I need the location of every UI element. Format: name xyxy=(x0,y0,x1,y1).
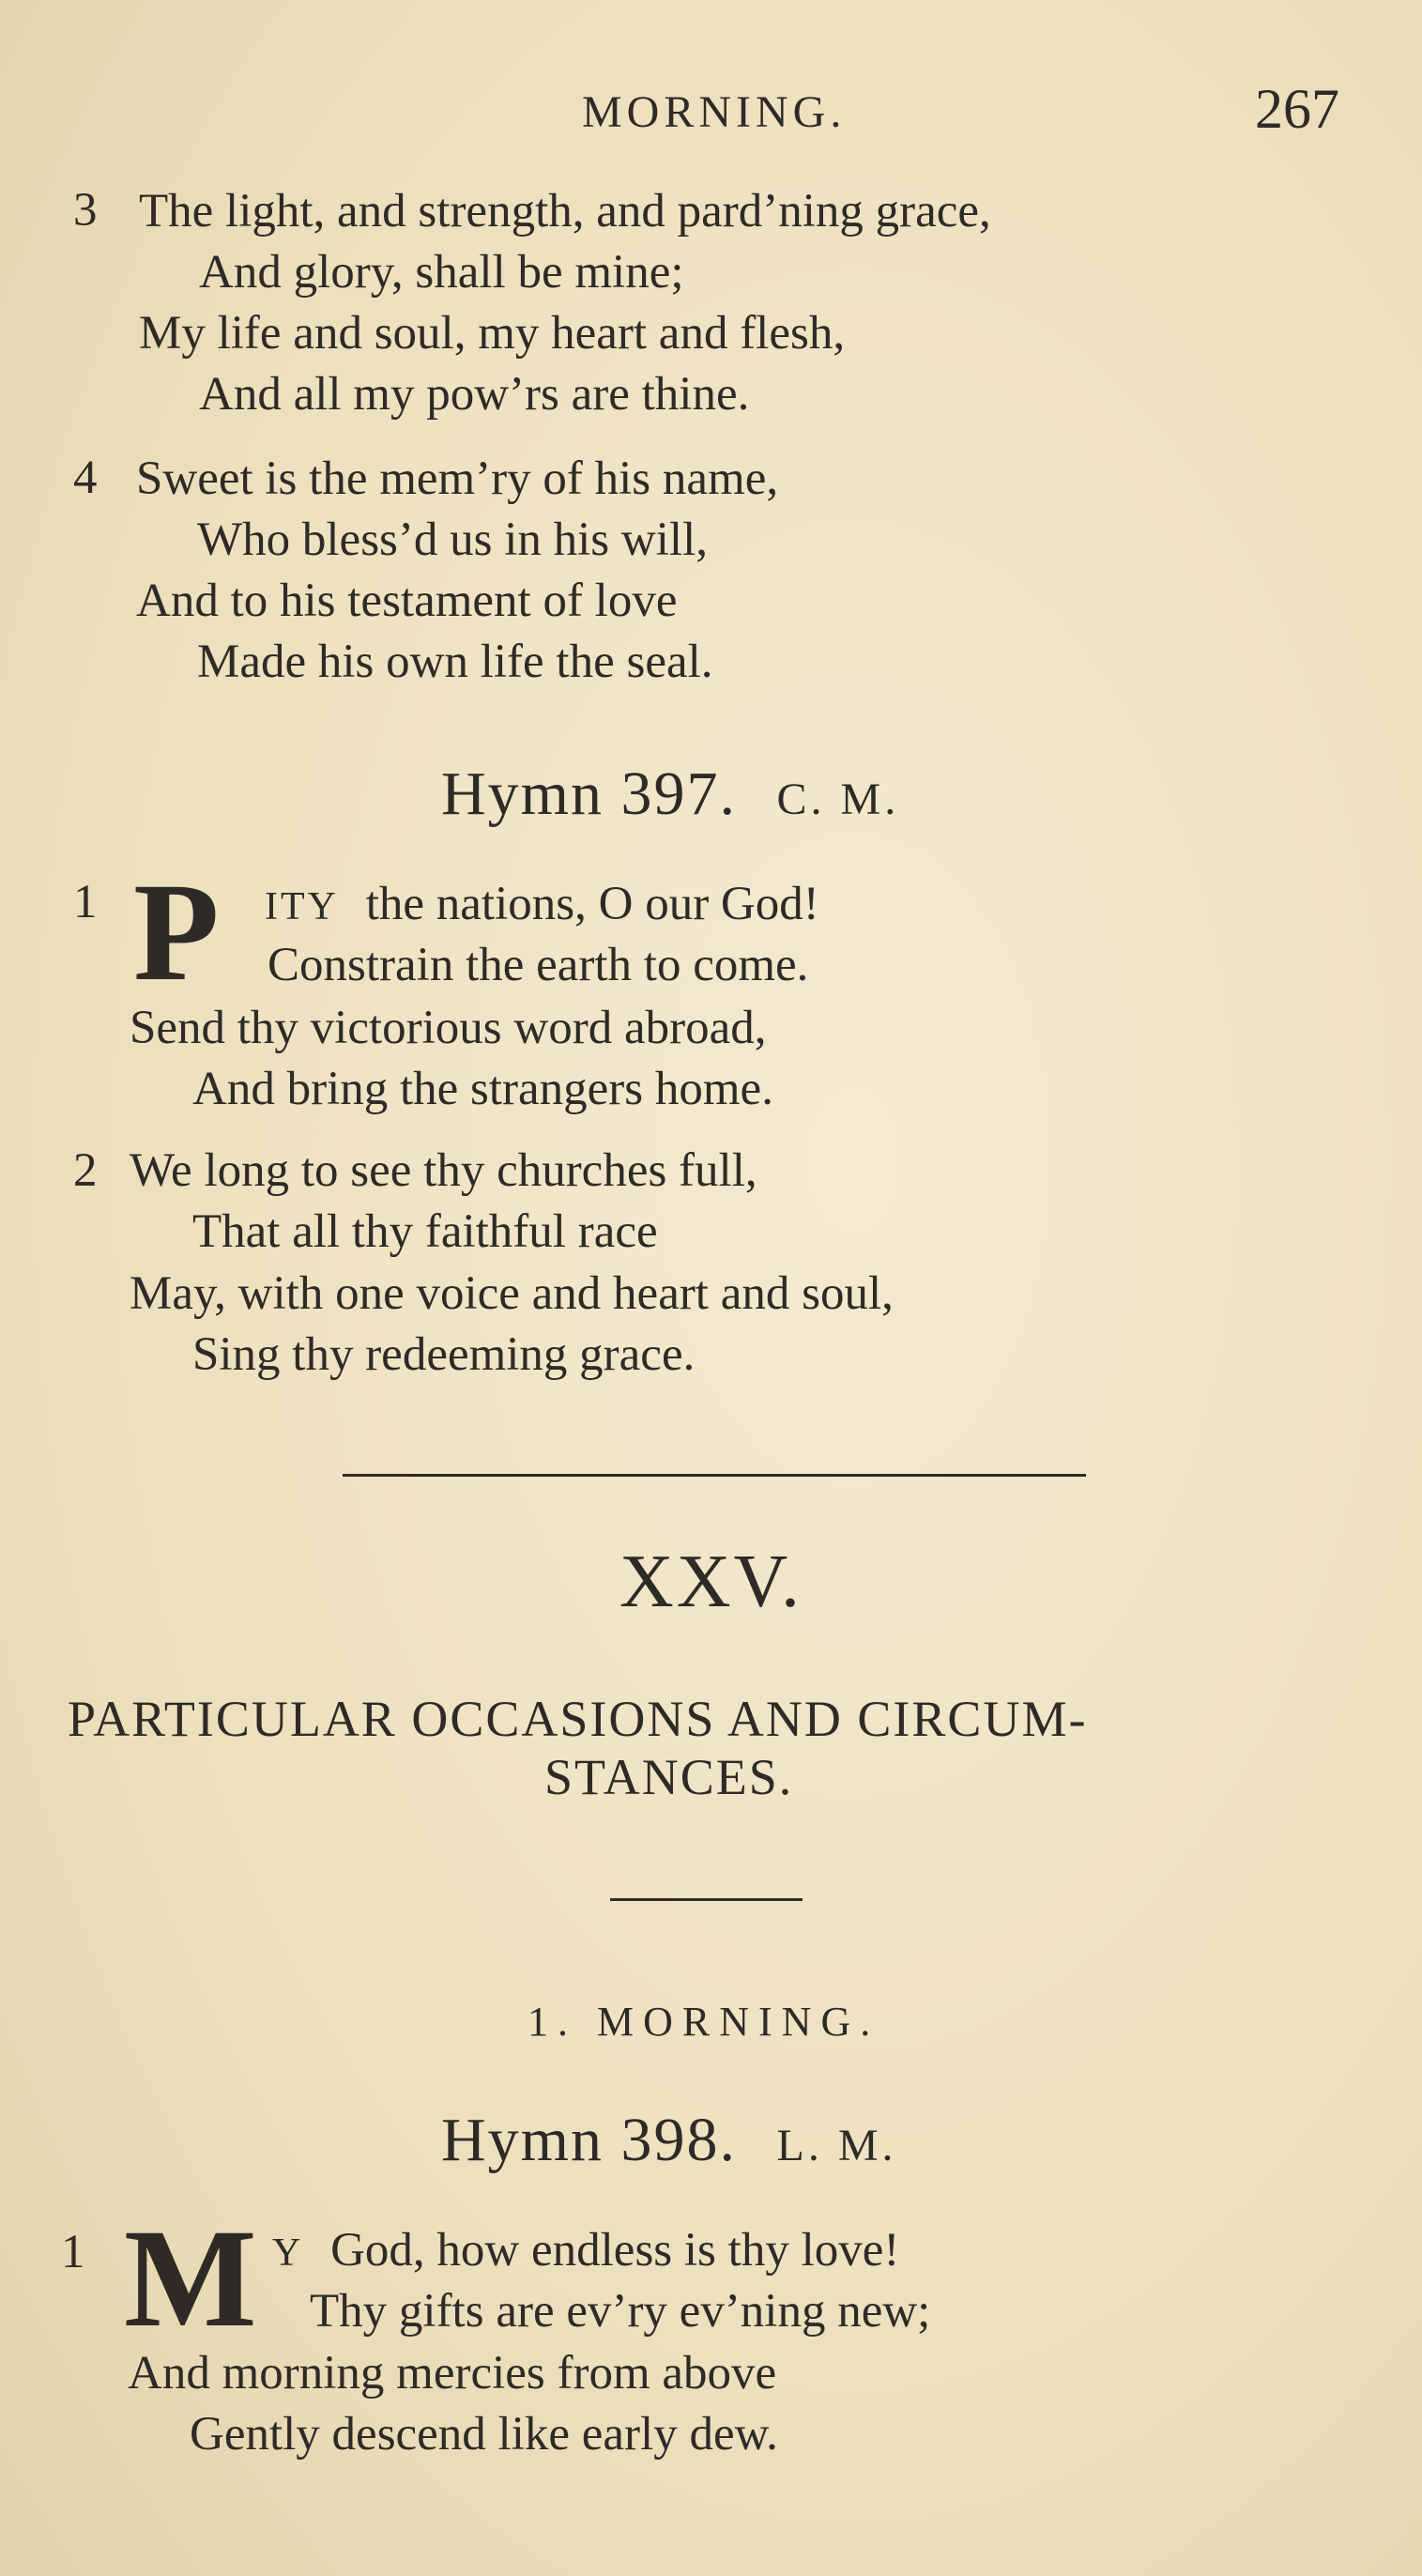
verse-line: Who bless’d us in his will, xyxy=(197,514,708,566)
verse-text: the nations, O our God! xyxy=(365,878,819,930)
verse-line: And glory, shall be mine; xyxy=(199,246,684,299)
drop-cap: P xyxy=(133,854,220,1010)
hymn-number: 397. xyxy=(620,759,737,828)
first-word-rest: Y xyxy=(272,2231,304,2275)
hymn-title xyxy=(441,759,899,830)
subsection-heading: 1. MORNING. xyxy=(528,1999,880,2045)
verse-line: My life and soul, my heart and flesh, xyxy=(139,307,846,360)
verse-line: Send thy victorious word abroad, xyxy=(130,1002,767,1054)
running-header: MORNING. xyxy=(582,87,847,137)
hymn-title xyxy=(441,2105,897,2176)
section-rule-short xyxy=(610,1898,803,1901)
hymn-meter: L. M. xyxy=(776,2121,897,2170)
stanza-number: 3 xyxy=(73,184,98,237)
hymn-label: Hymn xyxy=(441,2106,604,2174)
verse-line: That all thy faithful race xyxy=(192,1205,658,1258)
verse-line: The light, and strength, and pard’ning grace, xyxy=(139,185,991,238)
hymn-meter: C. M. xyxy=(776,774,900,824)
verse-line: Sing thy redeeming grace. xyxy=(192,1328,696,1381)
stanza-number: 2 xyxy=(73,1144,98,1197)
section-title: PARTICULAR OCCASIONS AND CIRCUM- xyxy=(68,1691,1088,1747)
stanza-number: 1 xyxy=(73,876,98,928)
verse-line: And to his testament of love xyxy=(136,575,678,627)
verse-line xyxy=(265,878,819,930)
verse-line: Thy gifts are ev’ry ev’ning new; xyxy=(310,2285,931,2338)
drop-cap: M xyxy=(124,2200,257,2356)
verse-text: God, how endless is thy love! xyxy=(330,2224,900,2277)
section-numeral: XXV. xyxy=(619,1541,803,1623)
hymn-label: Hymn xyxy=(441,759,604,828)
verse-line: And morning mercies from above xyxy=(128,2347,777,2400)
first-word-rest: ITY xyxy=(265,885,339,928)
stanza-number: 4 xyxy=(73,452,98,504)
verse-line: Sweet is the mem’ry of his name, xyxy=(136,452,779,505)
verse-line: Made his own life the seal. xyxy=(197,636,713,688)
verse-line: Constrain the earth to come. xyxy=(268,939,809,991)
stanza-number: 1 xyxy=(61,2226,85,2278)
section-rule xyxy=(343,1474,1086,1477)
hymn-number: 398. xyxy=(620,2106,737,2174)
verse-line: Gently descend like early dew. xyxy=(190,2408,778,2461)
verse-line xyxy=(272,2224,900,2277)
verse-line: And bring the strangers home. xyxy=(192,1063,773,1115)
verse-line: We long to see thy churches full, xyxy=(130,1144,757,1197)
verse-line: And all my pow’rs are thine. xyxy=(199,368,750,421)
verse-line: May, with one voice and heart and soul, xyxy=(130,1267,894,1320)
section-title: STANCES. xyxy=(544,1749,794,1805)
page-number: 267 xyxy=(1255,78,1339,140)
